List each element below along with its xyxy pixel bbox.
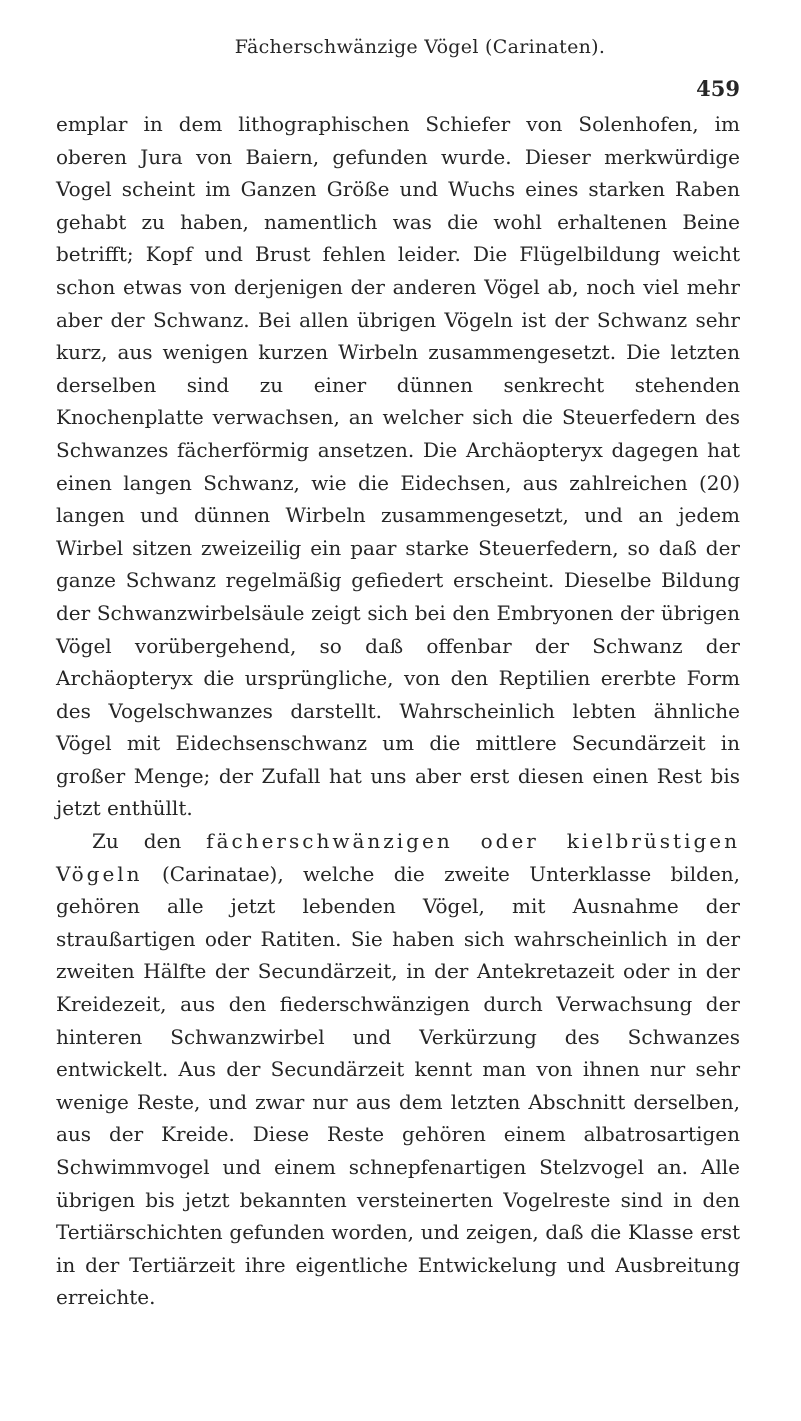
paragraph-2-lead: Zu den (92, 829, 182, 854)
running-head-title: Fächerschwänzige Vögel (Carinaten). (234, 36, 606, 58)
paragraph-1: emplar in dem lithographischen Schiefer von Solenhofen, im oberen Jura von Baiern, gefunden wurde. Dieser merkwürdige Vogel scheint im Ganzen Größe und Wuchs eines starken Raben gehabt zu haben, namentlich was die wohl erhaltenen Beine betrifft; Kopf und Brust fehlen leider. Die Flügelbildung weicht schon etwas von derjenigen der anderen Vögel ab, noch viel mehr aber der Schwanz. Bei allen übrigen Vögeln ist der Schwanz sehr kurz, aus wenigen kurzen Wirbeln zusammengesetzt. Die letzten derselben sind zu einer dünnen senkrecht stehenden Knochenplatte verwachsen, an welcher sich die Steuerfedern des Schwanzes fächerförmig ansetzen. Die Archäopteryx dagegen hat einen langen Schwanz, wie die Eidechsen, aus zahlreichen (20) langen und dünnen Wirbeln zusammengesetzt, und an jedem Wirbel sitzen zweizeilig ein paar starke Steuerfedern, so daß der ganze Schwanz regelmäßig gefiedert erscheint. Dieselbe Bildung der Schwanzwirbelsäule zeigt sich bei den Embryonen der übrigen Vögel vorübergehend, so daß offenbar der Schwanz der Archäopteryx die ursprüngliche, von den Reptilien ererbte Form des Vogelschwanzes darstellt. Wahrscheinlich lebten ähnliche Vögel mit Eidechsenschwanz um die mittlere Secundärzeit in großer Menge; der Zufall hat uns aber erst diesen einen Rest bis jetzt enthüllt. (56, 112, 740, 821)
body-text (56, 108, 740, 1314)
paragraph-2-emphasis: fächerschwänzigen oder kielbrüstigen Vögeln (56, 829, 741, 886)
paragraph-2-rest: (Carinatae), welche die zweite Unterklasse bilden, gehören alle jetzt lebenden Vögel, mit Ausnahme der straußartigen oder Ratiten. Sie haben sich wahrscheinlich in der zweiten Hälfte der Secundärzeit, in der Antekretazeit oder in der Kreidezeit, aus den fiederschwänzigen durch Verwachsung der hinteren Schwanzwirbel und Verkürzung des Schwanzes entwickelt. Aus der Secundärzeit kennt man von ihnen nur sehr wenige Reste, und zwar nur aus dem letzten Abschnitt derselben, aus der Kreide. Diese Reste gehören einem albatrosartigen Schwimmvogel und einem schnepfenartigen Stelzvogel an. Alle übrigen bis jetzt bekannten versteinerten Vogelreste sind in den Tertiärschichten gefunden worden, und zeigen, daß die Klasse erst in der Tertiärzeit ihre eigentliche Entwickelung und Ausbreitung erreichte. (56, 861, 741, 1310)
page-number: 459 (696, 76, 740, 101)
paragraph-2 (56, 825, 740, 1314)
running-head (100, 24, 740, 101)
